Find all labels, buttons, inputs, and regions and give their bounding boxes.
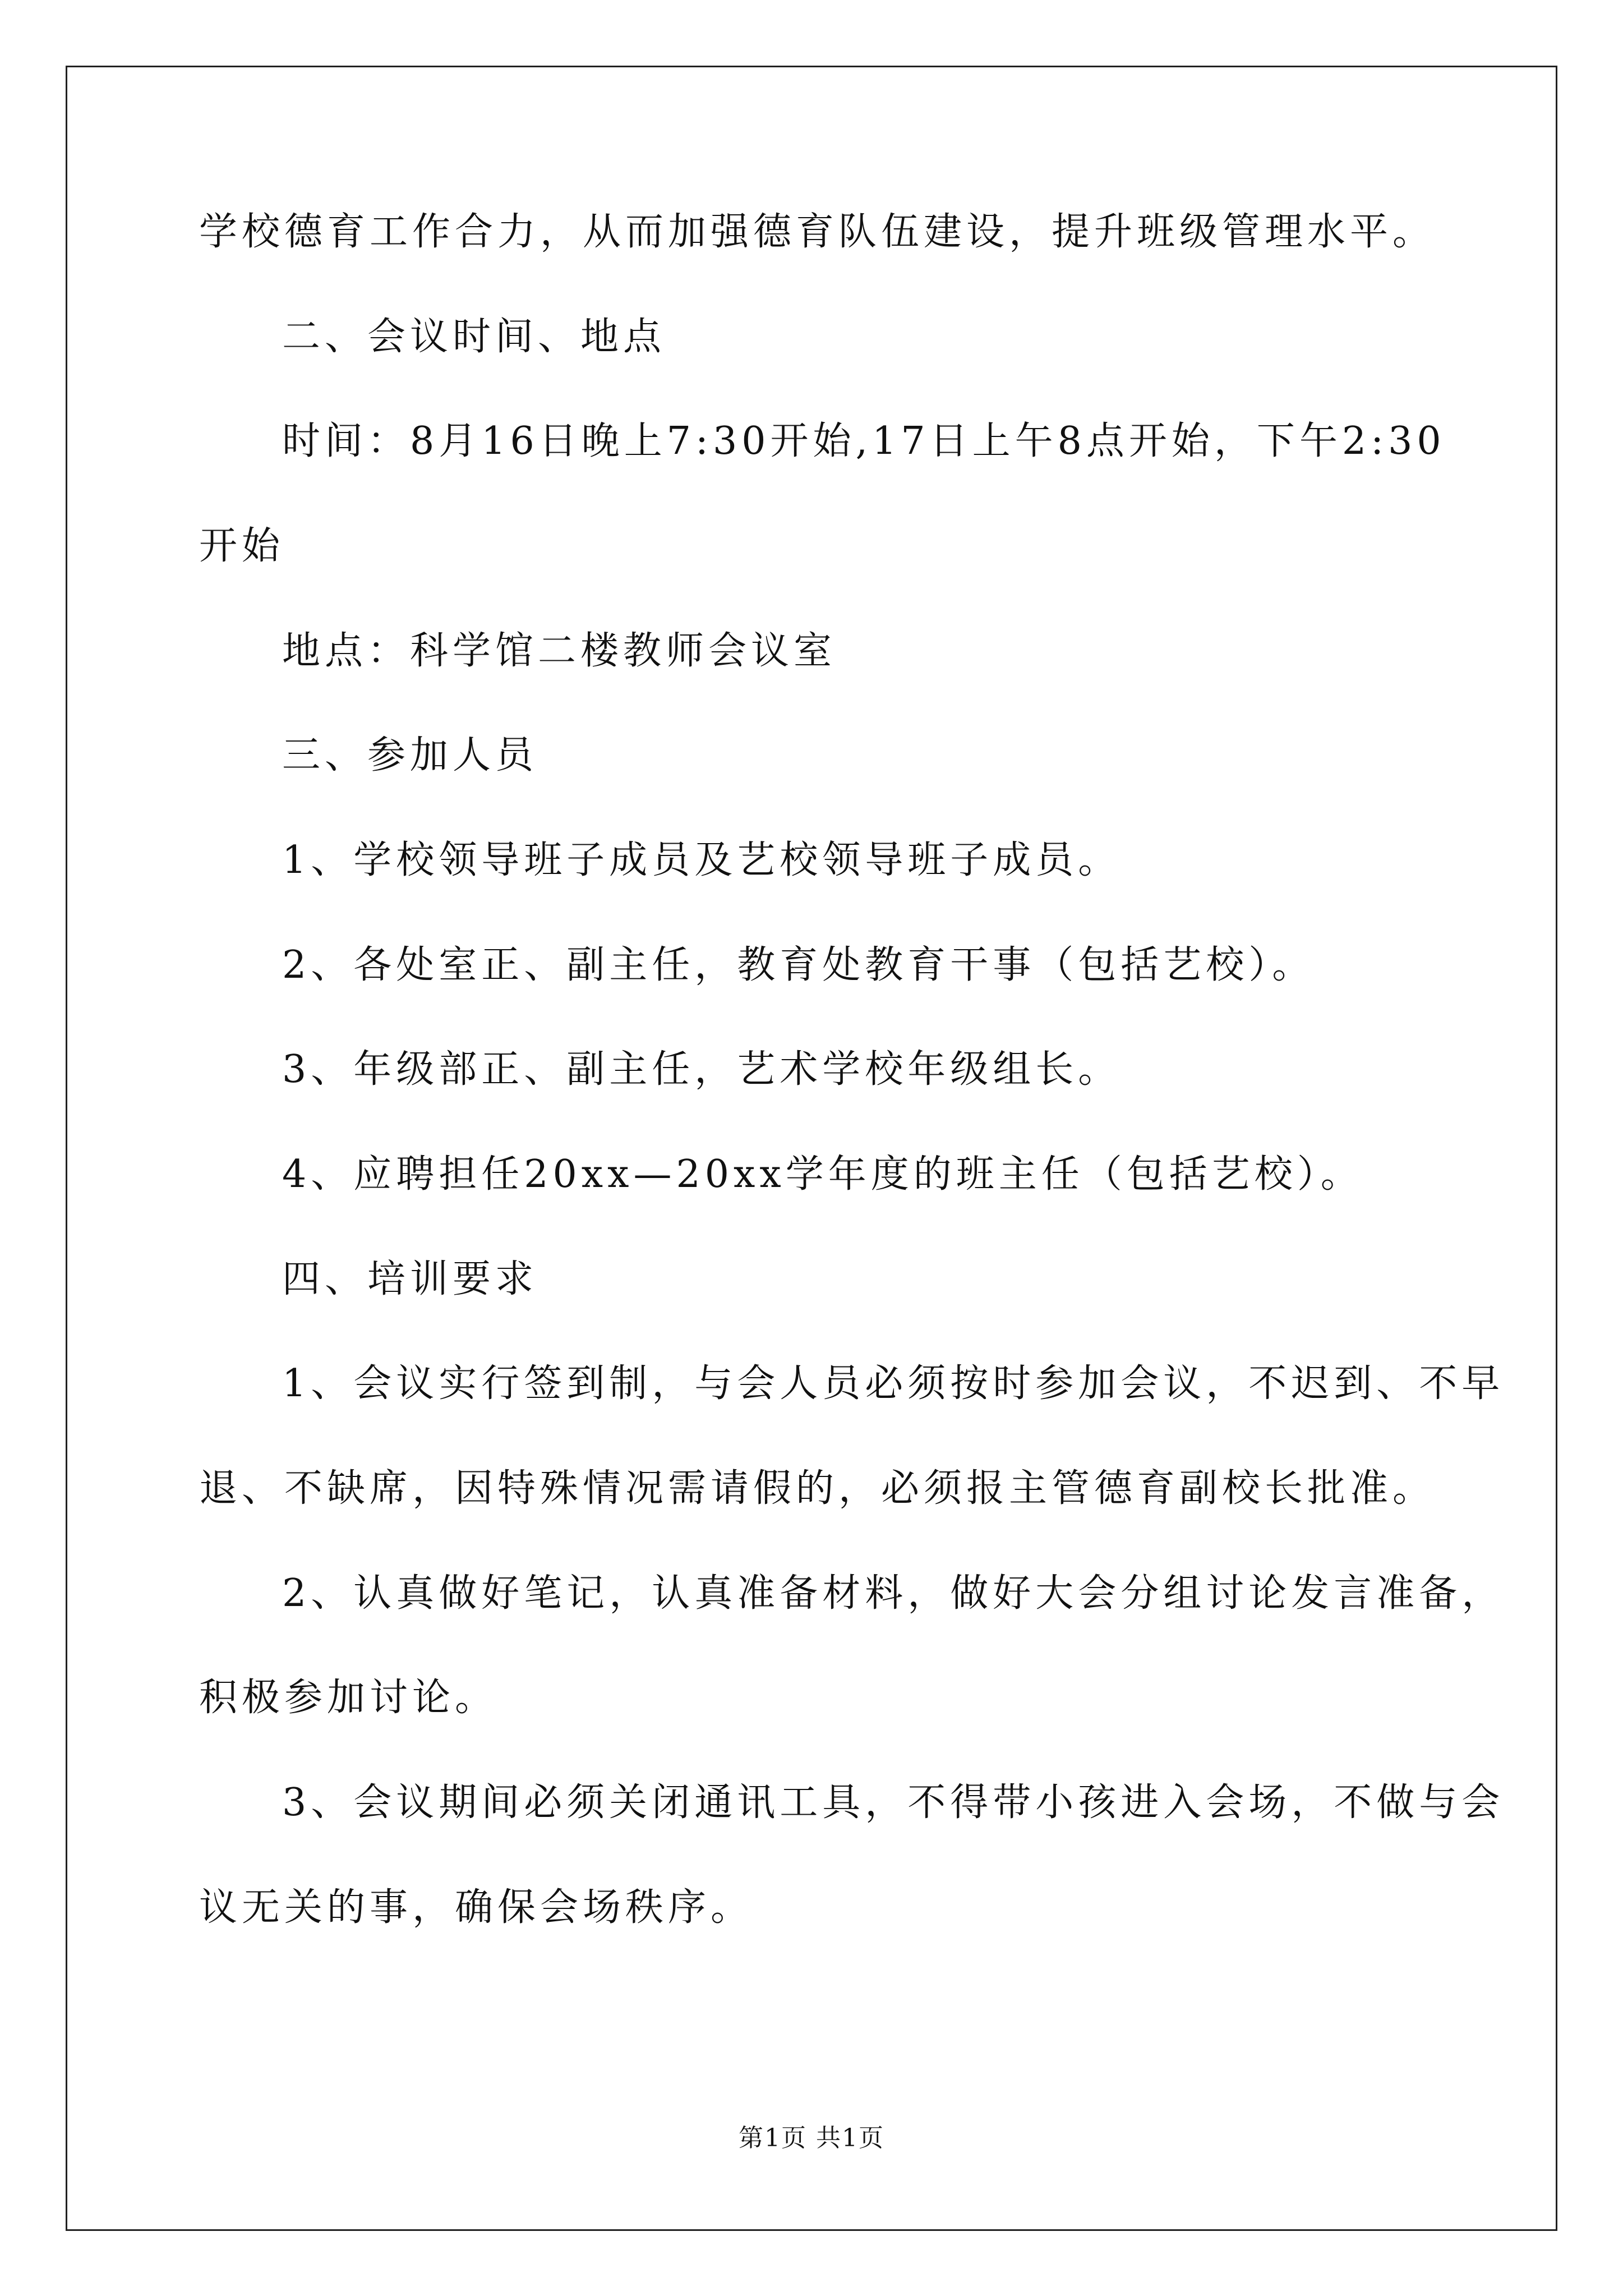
list-item-requirement-2: 2、认真做好笔记，认真准备材料，做好大会分组讨论发言准备， xyxy=(282,1571,1505,1616)
paragraph-line-time-cont: 开始 xyxy=(199,524,285,568)
page-number-footer: 第1页 共1页 xyxy=(739,2124,884,2152)
paragraph-line-time: 时间：8月16日晚上7:30开始,17日上午8点开始，下午2:30 xyxy=(282,419,1446,463)
list-item-attendee-2: 2、各处室正、副主任，教育处教育干事（包括艺校）。 xyxy=(282,943,1315,987)
list-item-attendee-4: 4、应聘担任20xx—20xx学年度的班主任（包括艺校）。 xyxy=(282,1152,1363,1197)
section-heading-attendees: 三、参加人员 xyxy=(282,733,538,777)
section-heading-meeting-time-place: 二、会议时间、地点 xyxy=(282,315,666,359)
list-item-requirement-1-cont: 退、不缺席，因特殊情况需请假的，必须报主管德育副校长批准。 xyxy=(199,1466,1436,1511)
section-heading-requirements: 四、培训要求 xyxy=(282,1257,538,1301)
list-item-requirement-3: 3、会议期间必须关闭通讯工具，不得带小孩进入会场，不做与会 xyxy=(282,1780,1505,1825)
paragraph-line-place: 地点：科学馆二楼教师会议室 xyxy=(282,629,837,673)
list-item-requirement-3-cont: 议无关的事，确保会场秩序。 xyxy=(199,1885,754,1930)
list-item-attendee-3: 3、年级部正、副主任，艺术学校年级组长。 xyxy=(282,1047,1121,1092)
paragraph-line: 学校德育工作合力，从而加强德育队伍建设，提升班级管理水平。 xyxy=(199,210,1436,254)
list-item-attendee-1: 1、学校领导班子成员及艺校领导班子成员。 xyxy=(282,838,1121,882)
list-item-requirement-1: 1、会议实行签到制，与会人员必须按时参加会议，不迟到、不早 xyxy=(282,1361,1505,1406)
list-item-requirement-2-cont: 积极参加讨论。 xyxy=(199,1676,498,1720)
